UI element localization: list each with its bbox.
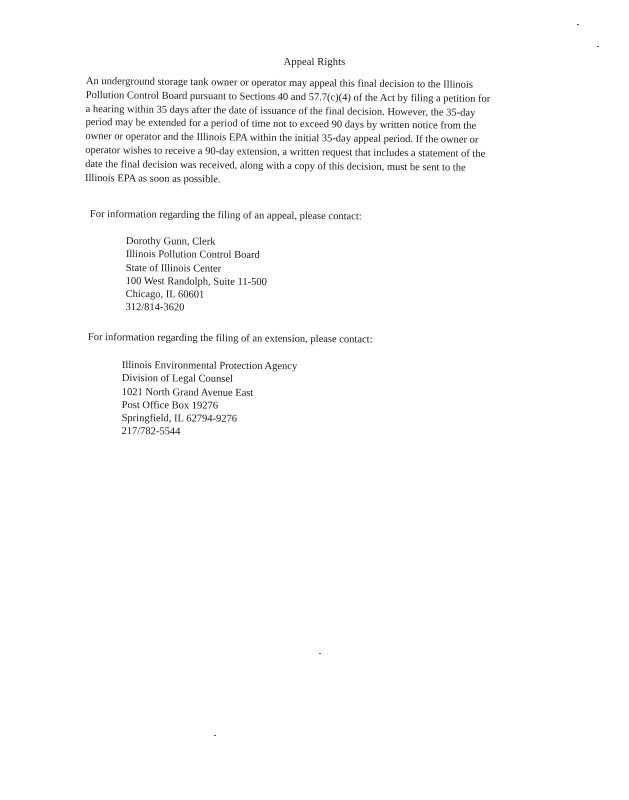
paragraph-line: Pollution Control Board pursuant to Sections 40 and 57.7(c)(4) of the Act by filing a petition for	[85, 89, 491, 105]
contact-phone: 217/782-5544	[121, 426, 181, 438]
paragraph-line: a hearing within 35 days after the date of issuance of the final decision. However, the 35-day	[85, 103, 476, 119]
appeal-contact-address	[125, 235, 267, 316]
contact-name: Dorothy Gunn, Clerk	[125, 235, 216, 248]
appeal-rights-paragraph	[85, 75, 556, 190]
page-title: Appeal Rights	[283, 57, 346, 68]
contact-organization: Illinois Pollution Control Board	[125, 249, 260, 262]
contact-po-box: Post Office Box 19276	[121, 399, 219, 412]
extension-contact-address	[121, 359, 297, 440]
paragraph-line: An underground storage tank owner or operator may appeal this final decision to the Illinois	[85, 75, 474, 91]
contact-organization: Illinois Environmental Protection Agency	[121, 359, 298, 373]
scan-speck	[577, 24, 579, 25]
paragraph-line: owner or operator and the Illinois EPA within the initial 35-day appeal period. If the owner or	[85, 131, 479, 146]
scan-speck	[214, 735, 216, 736]
paragraph-line: date the final decision was received, along with a copy of this decision, must be sent to the	[85, 158, 466, 174]
paragraph-line: period may be extended for a period of time not to exceed 90 days by written notice from the	[85, 117, 477, 133]
contact-street: 100 West Randolph, Suite 11-500	[125, 275, 267, 288]
contact-street: 1021 North Grand Avenue East	[121, 386, 254, 399]
contact-building: State of Illinois Center	[125, 262, 222, 275]
paragraph-line: Illinois EPA as soon as possible.	[84, 172, 221, 185]
contact-city: Chicago, IL 60601	[125, 289, 205, 301]
appeal-contact-intro: For information regarding the filing of an appeal, please contact:	[89, 209, 362, 223]
paragraph-line: operator wishes to receive a 90-day extension, a written request that includes a statement of the	[85, 144, 486, 160]
extension-contact-intro: For information regarding the filing of an extension, please contact:	[87, 332, 373, 346]
scan-speck	[319, 653, 321, 654]
contact-division: Division of Legal Counsel	[121, 373, 234, 386]
contact-city: Springfield, IL 62794-9276	[121, 413, 238, 425]
contact-phone: 312/814-3620	[125, 302, 185, 314]
scan-speck	[597, 46, 599, 47]
